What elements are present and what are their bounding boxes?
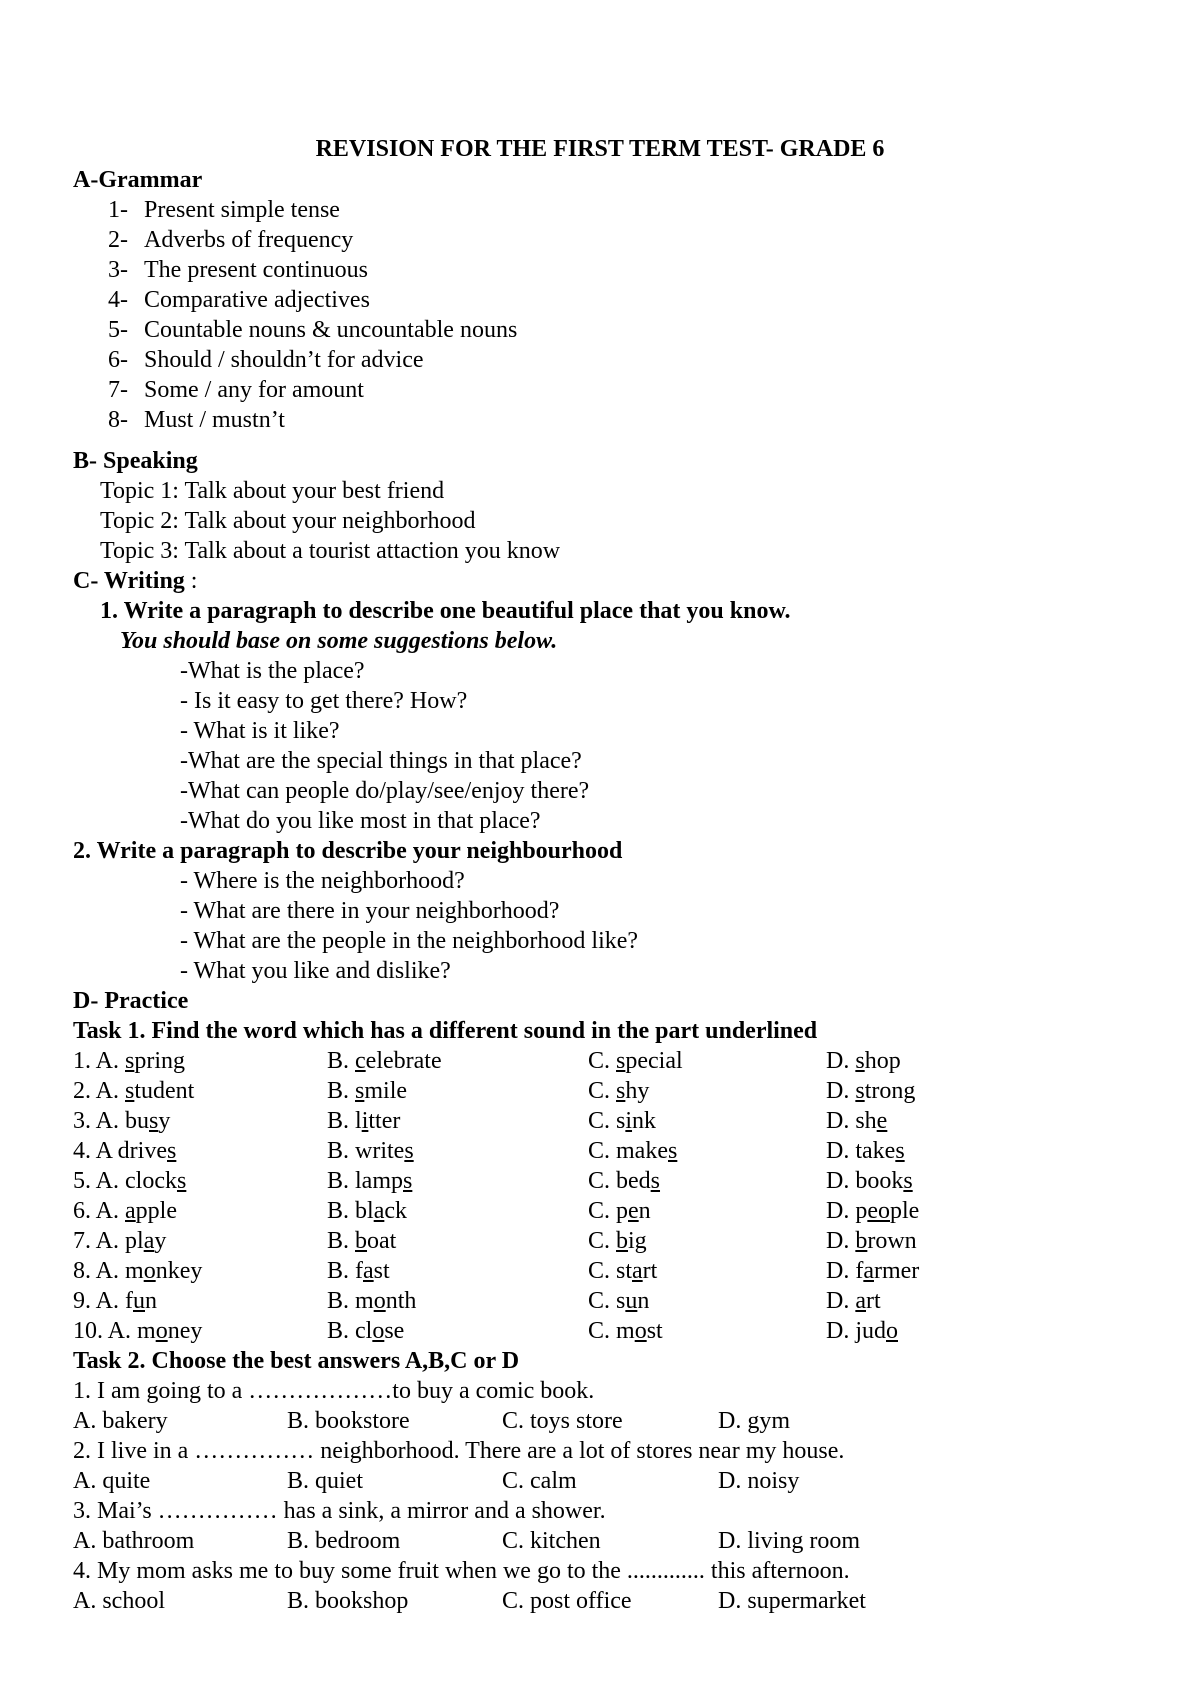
task1-option bbox=[588, 1136, 677, 1166]
writing-task2-suggestion: - Where is the neighborhood? bbox=[180, 868, 465, 894]
task1-option-underlined-part: s bbox=[355, 1078, 365, 1104]
task1-option-underlined-part: s bbox=[125, 1048, 135, 1074]
writing-heading-line bbox=[73, 566, 197, 596]
task1-option bbox=[826, 1166, 913, 1196]
task1-option-prefix: 3. A. bu bbox=[73, 1108, 150, 1134]
grammar-item-number: 1- bbox=[108, 197, 128, 223]
task1-option-suffix: hy bbox=[625, 1078, 650, 1104]
task2-option: B. bookshop bbox=[287, 1588, 409, 1614]
task1-option-prefix: C. s bbox=[588, 1288, 626, 1314]
task1-option-underlined-part: o bbox=[886, 1318, 898, 1344]
task1-option-underlined-part: b bbox=[355, 1228, 368, 1254]
task1-option-prefix: 2. A. bbox=[73, 1078, 126, 1104]
grammar-item-text: Must / mustn’t bbox=[144, 407, 285, 433]
task1-option-suffix: st bbox=[646, 1318, 663, 1344]
task1-option bbox=[588, 1226, 647, 1256]
task1-option bbox=[327, 1076, 407, 1106]
task1-option-suffix: oat bbox=[367, 1228, 397, 1254]
task1-option-prefix: C. bbox=[588, 1078, 617, 1104]
task1-option-suffix: n bbox=[637, 1288, 650, 1314]
grammar-item bbox=[108, 345, 424, 375]
task1-option bbox=[73, 1226, 166, 1256]
task1-option-suffix: nth bbox=[385, 1288, 417, 1314]
task1-option-prefix: 1. A. bbox=[73, 1048, 126, 1074]
task1-option bbox=[73, 1166, 186, 1196]
practice-heading: D- Practice bbox=[73, 988, 189, 1014]
grammar-item bbox=[108, 195, 340, 225]
grammar-item-number: 4- bbox=[108, 287, 128, 313]
task1-option-prefix: D. f bbox=[826, 1258, 864, 1284]
task1-option bbox=[73, 1076, 194, 1106]
grammar-item-number: 8- bbox=[108, 407, 128, 433]
task1-option-suffix: pring bbox=[134, 1048, 186, 1074]
task1-option-prefix: C. p bbox=[588, 1198, 629, 1224]
task1-option-prefix: B. write bbox=[327, 1138, 405, 1164]
grammar-item-text: Present simple tense bbox=[144, 197, 340, 223]
task1-option bbox=[826, 1256, 919, 1286]
task1-option-prefix: D. bbox=[826, 1288, 856, 1314]
writing-task1-suggestion: - What is it like? bbox=[180, 718, 340, 744]
task2-question: 2. I live in a …………… neighborhood. There are a lot of stores near my house. bbox=[73, 1438, 845, 1464]
task1-option-suffix: pple bbox=[135, 1198, 177, 1224]
task1-option-suffix: rown bbox=[867, 1228, 917, 1254]
task1-option-suffix: ney bbox=[167, 1318, 203, 1344]
task1-option-suffix: rt bbox=[642, 1258, 658, 1284]
speaking-topic: Topic 2: Talk about your neighborhood bbox=[100, 508, 476, 534]
speaking-topic: Topic 3: Talk about a tourist attaction you know bbox=[100, 538, 561, 564]
task1-option bbox=[826, 1196, 919, 1226]
task1-option bbox=[327, 1226, 396, 1256]
task1-option bbox=[327, 1256, 390, 1286]
task1-option-suffix: trong bbox=[864, 1078, 916, 1104]
task1-option-prefix: B. l bbox=[327, 1108, 362, 1134]
task1-option-suffix: rmer bbox=[873, 1258, 920, 1284]
grammar-item-text: Some / any for amount bbox=[144, 377, 364, 403]
grammar-item bbox=[108, 225, 353, 255]
task1-option bbox=[588, 1046, 683, 1076]
task1-option-prefix: D. bbox=[826, 1078, 856, 1104]
grammar-item bbox=[108, 405, 285, 435]
task1-option-prefix: B. bbox=[327, 1048, 356, 1074]
task2-option: D. living room bbox=[718, 1528, 860, 1554]
task1-option bbox=[588, 1286, 649, 1316]
task1-option-underlined-part: eo bbox=[867, 1198, 890, 1224]
grammar-item bbox=[108, 315, 517, 345]
task1-option bbox=[73, 1046, 185, 1076]
task1-option bbox=[588, 1076, 649, 1106]
task1-option-suffix: elebrate bbox=[365, 1048, 442, 1074]
task1-option bbox=[826, 1136, 905, 1166]
task1-option-prefix: B. bl bbox=[327, 1198, 374, 1224]
grammar-item-text: The present continuous bbox=[144, 257, 368, 283]
task1-option-suffix: hop bbox=[864, 1048, 901, 1074]
task1-option-prefix: C. bbox=[588, 1228, 617, 1254]
task1-option-suffix: tudent bbox=[134, 1078, 195, 1104]
task1-option bbox=[588, 1256, 657, 1286]
task2-option: C. toys store bbox=[502, 1408, 623, 1434]
grammar-item-text: Comparative adjectives bbox=[144, 287, 370, 313]
task1-option bbox=[73, 1256, 202, 1286]
task1-option-underlined-part: b bbox=[616, 1228, 629, 1254]
task2-option: D. noisy bbox=[718, 1468, 800, 1494]
task2-option: C. calm bbox=[502, 1468, 577, 1494]
task1-option bbox=[588, 1316, 663, 1346]
task1-option-underlined-part: s bbox=[855, 1078, 865, 1104]
writing-heading: C- Writing bbox=[73, 568, 185, 594]
task2-option: A. bathroom bbox=[73, 1528, 195, 1554]
task1-option-suffix: pecial bbox=[625, 1048, 683, 1074]
task1-option-underlined-part: a bbox=[855, 1288, 866, 1314]
task1-option-underlined-part: s bbox=[403, 1168, 413, 1194]
task1-option-underlined-part: a bbox=[363, 1258, 374, 1284]
writing-task2-suggestion: - What you like and dislike? bbox=[180, 958, 451, 984]
grammar-heading: A-Grammar bbox=[73, 167, 203, 193]
task1-option-prefix: B. lamp bbox=[327, 1168, 403, 1194]
task1-option bbox=[826, 1316, 898, 1346]
task1-option bbox=[327, 1136, 414, 1166]
task1-option-underlined-part: a bbox=[373, 1198, 385, 1224]
task1-option-underlined-part: s bbox=[149, 1108, 159, 1134]
task1-option-underlined-part: s bbox=[650, 1168, 661, 1194]
task1-option-suffix: y bbox=[154, 1228, 167, 1254]
task1-option-suffix: ig bbox=[628, 1228, 647, 1254]
task1-option bbox=[826, 1076, 915, 1106]
task1-option bbox=[327, 1046, 442, 1076]
task1-option-suffix: n bbox=[638, 1198, 651, 1224]
task1-option-prefix: D. bbox=[826, 1048, 856, 1074]
task1-option bbox=[73, 1136, 176, 1166]
task1-option bbox=[826, 1106, 887, 1136]
task1-option bbox=[588, 1166, 660, 1196]
writing-task2-suggestion: - What are there in your neighborhood? bbox=[180, 898, 560, 924]
writing-task1-suggestion: - Is it easy to get there? How? bbox=[180, 688, 468, 714]
task1-option-suffix: rt bbox=[866, 1288, 881, 1314]
writing-task1-suggestion: -What is the place? bbox=[180, 658, 365, 684]
task1-option bbox=[73, 1286, 157, 1316]
task1-option-suffix: ck bbox=[384, 1198, 407, 1224]
task1-option bbox=[588, 1106, 656, 1136]
task1-option-underlined-part: u bbox=[133, 1288, 145, 1314]
task1-option-underlined-part: s bbox=[176, 1168, 187, 1194]
task1-option-underlined-part: s bbox=[667, 1138, 678, 1164]
grammar-item-number: 3- bbox=[108, 257, 128, 283]
task1-option-prefix: D. take bbox=[826, 1138, 896, 1164]
speaking-heading: B- Speaking bbox=[73, 448, 198, 474]
grammar-item-number: 7- bbox=[108, 377, 128, 403]
task1-option bbox=[588, 1196, 651, 1226]
task1-option-prefix: C. s bbox=[588, 1108, 626, 1134]
task1-option-prefix: B. bbox=[327, 1228, 356, 1254]
grammar-item bbox=[108, 375, 364, 405]
document-title: REVISION FOR THE FIRST TERM TEST- GRADE 6 bbox=[315, 136, 885, 162]
task1-option-prefix: 8. A. m bbox=[73, 1258, 144, 1284]
task1-option-prefix: C. m bbox=[588, 1318, 635, 1344]
task1-option bbox=[826, 1226, 917, 1256]
task1-option-suffix: mile bbox=[364, 1078, 408, 1104]
task1-option-suffix: nkey bbox=[155, 1258, 203, 1284]
practice-task2-heading: Task 2. Choose the best answers A,B,C or D bbox=[73, 1348, 520, 1374]
task1-option-prefix: 4. A drive bbox=[73, 1138, 167, 1164]
task1-option-prefix: 5. A. clock bbox=[73, 1168, 177, 1194]
task2-option: D. gym bbox=[718, 1408, 790, 1434]
grammar-item bbox=[108, 255, 368, 285]
task1-option-prefix: C. bed bbox=[588, 1168, 651, 1194]
task2-option: A. school bbox=[73, 1588, 165, 1614]
task1-option-underlined-part: i bbox=[361, 1108, 369, 1134]
task1-option-underlined-part: u bbox=[625, 1288, 638, 1314]
grammar-item-text: Should / shouldn’t for advice bbox=[144, 347, 424, 373]
task1-option-prefix: D. book bbox=[826, 1168, 904, 1194]
task1-option-prefix: D. p bbox=[826, 1198, 868, 1224]
task1-option bbox=[327, 1316, 404, 1346]
task1-option bbox=[327, 1286, 416, 1316]
task1-option-prefix: B. cl bbox=[327, 1318, 373, 1344]
task1-option-underlined-part: e bbox=[876, 1108, 888, 1134]
task1-option-prefix: C. bbox=[588, 1048, 617, 1074]
grammar-item-number: 6- bbox=[108, 347, 128, 373]
task2-option: A. quite bbox=[73, 1468, 151, 1494]
task1-option-underlined-part: a bbox=[125, 1198, 136, 1224]
task1-option-suffix: tter bbox=[368, 1108, 401, 1134]
task1-option-underlined-part: s bbox=[404, 1138, 414, 1164]
grammar-item-number: 2- bbox=[108, 227, 128, 253]
task2-option: B. bookstore bbox=[287, 1408, 410, 1434]
task1-option-underlined-part: b bbox=[855, 1228, 868, 1254]
task1-option bbox=[826, 1286, 881, 1316]
task1-option-prefix: B. f bbox=[327, 1258, 363, 1284]
task1-option-underlined-part: i bbox=[625, 1108, 633, 1134]
task1-option-prefix: C. make bbox=[588, 1138, 668, 1164]
task1-option-underlined-part: s bbox=[125, 1078, 135, 1104]
grammar-item-number: 5- bbox=[108, 317, 128, 343]
writing-task1-prompt: 1. Write a paragraph to describe one beautiful place that you know. bbox=[100, 598, 791, 624]
task1-option-underlined-part: s bbox=[616, 1078, 626, 1104]
grammar-item-text: Adverbs of frequency bbox=[144, 227, 354, 253]
task1-option-underlined-part: o bbox=[372, 1318, 385, 1344]
task1-option-prefix: B. bbox=[327, 1078, 356, 1104]
task1-option-suffix: ple bbox=[890, 1198, 920, 1224]
task1-option-underlined-part: o bbox=[373, 1288, 386, 1314]
task1-option-underlined-part: c bbox=[355, 1048, 366, 1074]
task1-option-underlined-part: s bbox=[895, 1138, 905, 1164]
writing-task1-suggestion: -What are the special things in that place? bbox=[180, 748, 582, 774]
task2-option: B. bedroom bbox=[287, 1528, 401, 1554]
practice-task1-heading: Task 1. Find the word which has a different sound in the part underlined bbox=[73, 1018, 818, 1044]
task1-option-underlined-part: s bbox=[855, 1048, 865, 1074]
task1-option-underlined-part: o bbox=[155, 1318, 168, 1344]
task1-option-underlined-part: o bbox=[634, 1318, 647, 1344]
task1-option-prefix: D. bbox=[826, 1228, 856, 1254]
writing-task2-prompt: 2. Write a paragraph to describe your neighbourhood bbox=[73, 838, 623, 864]
task1-option-prefix: C. st bbox=[588, 1258, 633, 1284]
task2-option: C. post office bbox=[502, 1588, 632, 1614]
task1-option-suffix: y bbox=[158, 1108, 171, 1134]
speaking-topic: Topic 1: Talk about your best friend bbox=[100, 478, 445, 504]
writing-task1-suggestion: -What do you like most in that place? bbox=[180, 808, 541, 834]
task1-option-underlined-part: a bbox=[863, 1258, 874, 1284]
task1-option-underlined-part: s bbox=[903, 1168, 913, 1194]
writing-task1-note: You should base on some suggestions below. bbox=[120, 628, 558, 654]
task1-option-underlined-part: s bbox=[167, 1138, 177, 1164]
task1-option-prefix: D. jud bbox=[826, 1318, 886, 1344]
task1-option-prefix: D. sh bbox=[826, 1108, 877, 1134]
task2-option: A. bakery bbox=[73, 1408, 168, 1434]
task1-option bbox=[327, 1166, 412, 1196]
task1-option-suffix: nk bbox=[632, 1108, 657, 1134]
grammar-item-text: Countable nouns & uncountable nouns bbox=[144, 317, 518, 343]
task1-option-underlined-part: e bbox=[628, 1198, 639, 1224]
task1-option-prefix: B. m bbox=[327, 1288, 374, 1314]
task1-option-suffix: n bbox=[145, 1288, 157, 1314]
task1-option bbox=[826, 1046, 901, 1076]
grammar-item bbox=[108, 285, 370, 315]
task1-option-suffix: st bbox=[373, 1258, 390, 1284]
writing-task2-suggestion: - What are the people in the neighborhood like? bbox=[180, 928, 639, 954]
task1-option-prefix: 6. A. bbox=[73, 1198, 126, 1224]
task2-question: 4. My mom asks me to buy some fruit when we go to the ............. this afternoon. bbox=[73, 1558, 850, 1584]
task2-question: 1. I am going to a ………………to buy a comic book. bbox=[73, 1378, 595, 1404]
task1-option-underlined-part: s bbox=[616, 1048, 626, 1074]
task1-option bbox=[327, 1106, 400, 1136]
task1-option-suffix: se bbox=[384, 1318, 405, 1344]
task1-option-prefix: 9. A. f bbox=[73, 1288, 133, 1314]
task2-question: 3. Mai’s …………… has a sink, a mirror and a shower. bbox=[73, 1498, 606, 1524]
task1-option-prefix: 10. A. m bbox=[73, 1318, 156, 1344]
task2-option: B. quiet bbox=[287, 1468, 363, 1494]
task1-option-underlined-part: a bbox=[632, 1258, 643, 1284]
task1-option bbox=[73, 1106, 170, 1136]
task1-option bbox=[327, 1196, 407, 1226]
task1-option-prefix: 7. A. pl bbox=[73, 1228, 144, 1254]
writing-task1-suggestion: -What can people do/play/see/enjoy there? bbox=[180, 778, 590, 804]
task1-option-underlined-part: a bbox=[143, 1228, 155, 1254]
writing-heading-colon: : bbox=[184, 568, 198, 594]
task1-option bbox=[73, 1316, 202, 1346]
task2-option: C. kitchen bbox=[502, 1528, 601, 1554]
task1-option bbox=[73, 1196, 177, 1226]
task2-option: D. supermarket bbox=[718, 1588, 866, 1614]
task1-option-underlined-part: o bbox=[143, 1258, 156, 1284]
